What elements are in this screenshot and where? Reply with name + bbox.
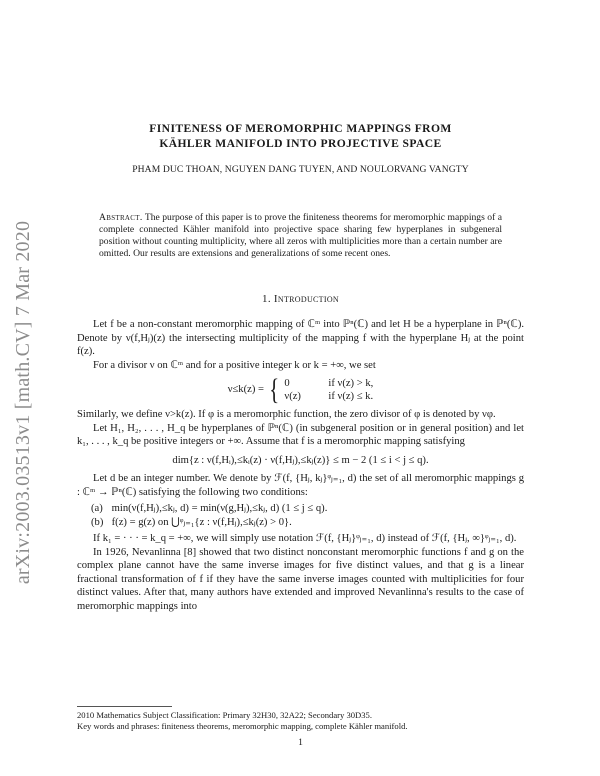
body-text: [77, 318, 524, 613]
footnote-keywords: Key words and phrases: finiteness theorems, meromorphic mapping, complete Kähler manifold.: [77, 721, 408, 731]
abstract-text: The purpose of this paper is to prove the finiteness theorems for meromorphic mappings of a complete connected Kähler manifold into projective space sharing few hyperplanes in subgeneral position without counting multiplicity, where all zeros with multiplicities more than a certain number are omitted. Our results are extensions and generalizations of some recent ones.: [99, 212, 502, 260]
title-line-1: FINITENESS OF MEROMORPHIC MAPPINGS FROM: [149, 122, 452, 135]
condition-text: f(z) = g(z) on ⋃ᵠⱼ₌₁{z : ν(f,Hⱼ),≤kⱼ(z) > 0}.: [111, 516, 292, 528]
author-list: PHAM DUC THOAN, NGUYEN DANG TUYEN, AND NOULORVANG VANGTY: [132, 164, 469, 175]
case-value: ν(z): [284, 391, 301, 402]
brace-symbol: {: [269, 373, 280, 406]
case-condition: if ν(z) ≤ k.: [328, 391, 374, 402]
condition-b: [91, 516, 524, 530]
abstract: [99, 212, 502, 260]
paper-title: [77, 121, 524, 151]
condition-list: [91, 502, 524, 529]
page-number: 1: [298, 737, 303, 748]
arxiv-id: arXiv:2003.03513v1 [math.CV] 7 Mar 2020: [12, 220, 35, 584]
condition-label: (b): [91, 516, 104, 528]
condition-text: min(ν(f,Hⱼ),≤kⱼ, d) = min(ν(g,Hⱼ),≤kⱼ, d) (1 ≤ j ≤ q).: [111, 503, 328, 514]
equation-lhs: ν≤k(z) =: [227, 384, 264, 396]
paragraph-2: For a divisor ν on ℂᵐ and for a positive integer k or k = +∞, we set: [93, 359, 376, 371]
case-value: 0: [284, 377, 290, 389]
paragraph-7: In 1926, Nevanlinna [8] showed that two distinct nonconstant meromorphic functions f and g on the complex plane cannot have the same inverse images for five distinct values, and that g is a linear fractional transformation of f if they have the same inverse images counted with multiplicities for four distinct values. After that, many authors have extended and improved Nevanlinna's results to the case of meromorphic mappings into: [77, 546, 524, 612]
arxiv-stamp: [4, 182, 44, 622]
condition-label: (a): [91, 503, 103, 514]
footnote-rule: [77, 706, 172, 707]
paragraph-5: Let d be an integer number. We denote by ℱ(f, {Hⱼ, kⱼ}ᵠⱼ₌₁, d) the set of all meromorphic mappings g : ℂᵐ → ℙⁿ(ℂ) satisfying the following two conditions:: [77, 473, 524, 498]
abstract-label: Abstract.: [99, 212, 143, 223]
paragraph-3: Similarly, we define ν>k(z). If φ is a meromorphic function, the zero divisor of φ is denoted by νφ.: [77, 409, 496, 420]
condition-a: [91, 502, 524, 516]
title-line-2: KÄHLER MANIFOLD INTO PROJECTIVE SPACE: [159, 137, 442, 150]
equation-cases: [284, 377, 373, 404]
equation-case: [284, 390, 373, 404]
footnotes: [77, 710, 524, 732]
footnote-msc: 2010 Mathematics Subject Classification: Primary 32H30, 32A22; Secondary 30D35.: [77, 710, 373, 720]
paragraph-1: Let f be a non-constant meromorphic mapping of ℂᵐ into ℙⁿ(ℂ) and let H be a hyperplane in ℙⁿ(ℂ). Denote by ν(f,Hⱼ)(z) the intersecting multiplicity of the mapping f with the hyperplane Hⱼ at the point f(z).: [77, 319, 524, 357]
paragraph-4: Let H₁, H₂, . . . , H_q be hyperplanes of ℙⁿ(ℂ) (in subgeneral position or in general position) and let k₁, . . . , k_q be positive integers or +∞. Assume that f is a meromorphic mapping satisfying: [77, 422, 524, 447]
equation-dimension: dim{z : ν(f,Hᵢ),≤kᵢ(z) · ν(f,Hⱼ),≤kⱼ(z)} ≤ m − 2 (1 ≤ i < j ≤ q).: [172, 454, 429, 466]
section-heading: 1. Introduction: [262, 293, 339, 305]
equation-case: [284, 377, 373, 391]
equation-truncated-divisor: [77, 373, 524, 406]
case-condition: if ν(z) > k,: [328, 377, 374, 389]
paragraph-6: If k₁ = · · · = k_q = +∞, we will simply use notation ℱ(f, {Hⱼ}ᵠⱼ₌₁, d) instead of ℱ(f, {Hⱼ, ∞}ᵠⱼ₌₁, d).: [93, 533, 517, 544]
